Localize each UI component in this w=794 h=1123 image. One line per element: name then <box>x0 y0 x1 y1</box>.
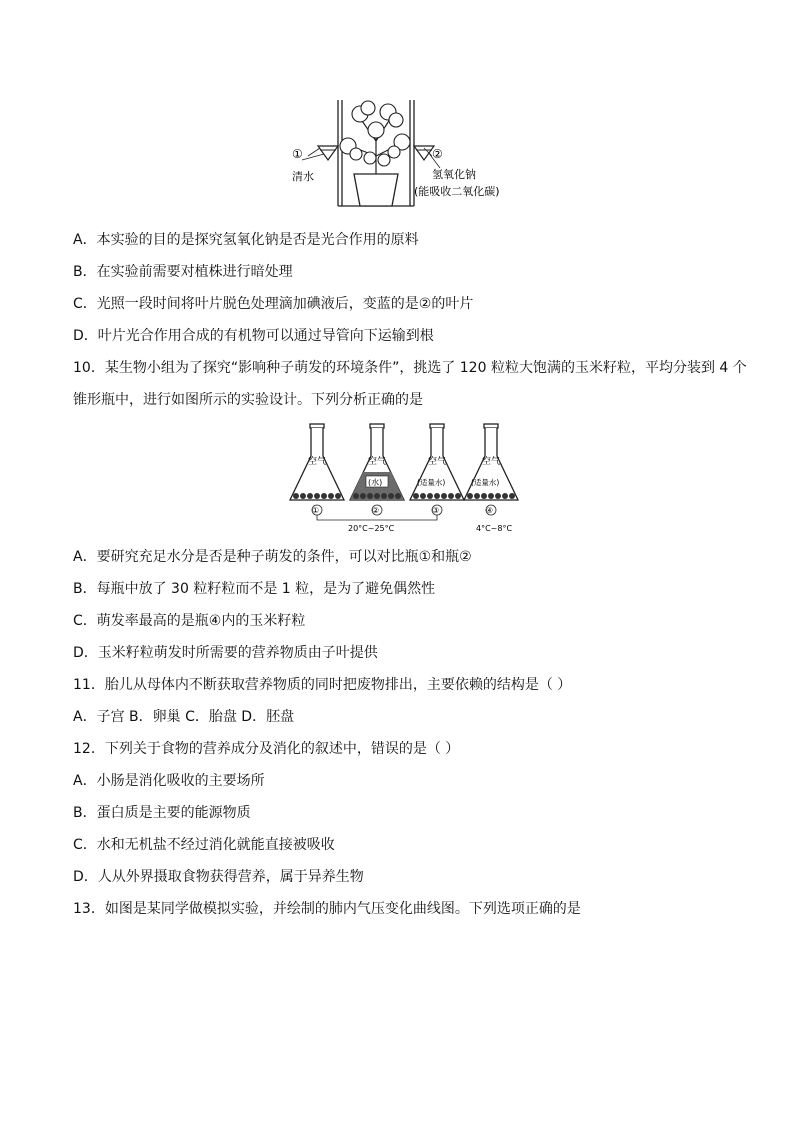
flask-number-3: ③ <box>432 506 440 515</box>
flask-3-water-label: (适量水) <box>417 478 446 487</box>
flask-experiment-figure <box>286 420 526 534</box>
q10-option-d: D．玉米籽粒萌发时所需要的营养物质由子叶提供 <box>73 645 378 661</box>
q10-option-c: C．萌发率最高的是瓶④内的玉米籽粒 <box>73 613 306 629</box>
temp-label-a: 20°C~25°C <box>348 524 395 533</box>
plant-leaves <box>340 101 410 166</box>
flask-4-air: 空气 <box>482 457 501 467</box>
plant-experiment-figure <box>288 96 518 210</box>
q10-option-a: A．要研究充足水分是否是种子萌发的条件，可以对比瓶①和瓶② <box>73 549 472 565</box>
flower-pot <box>354 174 398 206</box>
q11-stem: 11．胎儿从母体内不断获取营养物质的同时把废物排出，主要依赖的结构是（ ） <box>73 677 572 693</box>
q9-option-c: C．光照一段时间将叶片脱色处理滴加碘液后，变蓝的是②的叶片 <box>73 296 474 312</box>
q10-stem-line1: 10．某生物小组为了探究“影响种子萌发的环境条件”，挑选了 120 粒粒大饱满的玉米籽粒，平均分装到 4 个 <box>73 360 747 376</box>
flask-number-2: ② <box>372 506 380 515</box>
left-dish <box>318 146 338 160</box>
flask-number-1: ① <box>312 506 320 515</box>
label-2: ② <box>432 147 443 161</box>
flask-3-air: 空气 <box>428 457 447 467</box>
q13-stem: 13．如图是某同学做模拟实验，并绘制的肺内气压变化曲线图。下列选项正确的是 <box>73 901 581 917</box>
q11-options: A．子宫 B．卵巢 C．胎盘 D．胚盘 <box>73 709 295 725</box>
label-naoh-note: (能吸收二氧化碳) <box>414 185 500 198</box>
q9-option-d: D．叶片光合作用合成的有机物可以通过导管向下运输到根 <box>73 328 434 344</box>
label-1: ① <box>292 147 303 161</box>
temp-label-b: 4°C~8°C <box>476 524 513 533</box>
label-clear-water: 清水 <box>292 170 314 183</box>
label-naoh: 氢氧化钠 <box>432 168 476 181</box>
flask-4-water-label: (适量水) <box>471 478 500 487</box>
q12-option-c: C．水和无机盐不经过消化就能直接被吸收 <box>73 837 335 853</box>
q12-option-d: D．人从外界摄取食物获得营养，属于异养生物 <box>73 869 364 885</box>
flask-2-water-label: (水) <box>368 478 383 487</box>
q12-option-b: B．蛋白质是主要的能源物质 <box>73 805 251 821</box>
q9-option-b: B．在实验前需要对植株进行暗处理 <box>73 264 293 280</box>
flask-number-4: ④ <box>486 506 494 515</box>
flask-2-air: 空气 <box>368 457 387 467</box>
q12-stem: 12．下列关于食物的营养成分及消化的叙述中，错误的是（ ） <box>73 741 460 757</box>
q10-stem-line2: 锥形瓶中，进行如图所示的实验设计。下列分析正确的是 <box>73 392 423 408</box>
q10-option-b: B．每瓶中放了 30 粒籽粒而不是 1 粒，是为了避免偶然性 <box>73 581 436 597</box>
q9-option-a: A．本实验的目的是探究氢氧化钠是否是光合作用的原料 <box>73 232 419 248</box>
flask-1-air: 空气 <box>308 457 327 467</box>
q12-option-a: A．小肠是消化吸收的主要场所 <box>73 773 265 789</box>
